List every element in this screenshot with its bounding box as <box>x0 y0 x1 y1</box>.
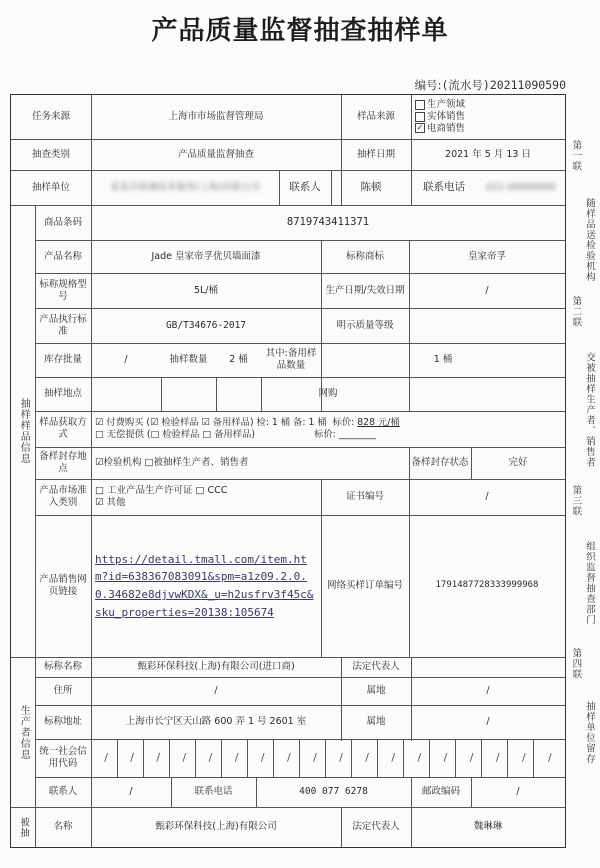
seal-label: 备样封存地点 <box>39 451 87 474</box>
quality-grade-value <box>409 308 565 343</box>
prod-date-value: / <box>485 284 489 296</box>
serial-label: 编号: <box>414 78 442 92</box>
producer-contact-value: / <box>129 786 133 798</box>
stock-label: 库存批量 <box>43 354 82 366</box>
place-label: 抽样地点 <box>43 388 82 400</box>
brand-value: 皇家帝孚 <box>467 250 506 262</box>
checkbox-icon <box>415 100 425 110</box>
sample-section-label: 抽样样品信息 <box>18 398 30 464</box>
market-line-1: □ 工业产品生产许可证 □ CCC <box>95 485 228 497</box>
seal-value: ☑检验机构 □被抽样生产者、销售者 <box>95 457 249 469</box>
sample-source-label: 样品来源 <box>356 111 395 123</box>
producer-addr-label: 住所 <box>53 685 73 697</box>
market-line-2: ☑ 其他 <box>95 497 126 508</box>
copy-2-text: 交被抽样生产者、销售者 <box>584 352 595 468</box>
product-name-label: 产品名称 <box>43 250 82 262</box>
copy-2-label: 第二联 <box>570 296 582 328</box>
producer-contact-label: 联系人 <box>48 786 78 798</box>
producer-phone-value: 400 077 6278 <box>299 786 368 798</box>
sampling-contact-value: 陈顿 <box>360 180 382 193</box>
backup-value: 1 桶 <box>433 354 453 366</box>
task-source-value: 上海市市场监督管理局 <box>168 111 264 123</box>
check-type-label: 抽查类别 <box>31 148 70 160</box>
producer-phone-label: 联系电话 <box>194 786 233 798</box>
credit-code-boxes: / / / / / / / / / / / / / / / / / / <box>104 751 552 765</box>
nominal-addr-label: 标称地址 <box>43 716 82 728</box>
copy-1-text: 随样品送检验机构 <box>584 198 595 282</box>
barcode-value: 8719743411371 <box>286 215 370 228</box>
place-value: 网购 <box>318 388 338 400</box>
producer-belong-value: / <box>486 685 490 697</box>
order-label: 网络买样订单编号 <box>326 580 403 592</box>
sample-source-ecommerce: ✓ 电商销售 <box>416 122 466 134</box>
zip-label: 邮政编码 <box>421 786 460 798</box>
producer-belong2-label: 属地 <box>366 716 386 728</box>
obtain-label: 样品获取方式 <box>39 417 87 440</box>
url-label: 产品销售网页链接 <box>39 574 87 597</box>
seal-state-value: 完好 <box>508 457 528 469</box>
cert-value: / <box>485 491 489 503</box>
sample-source-production: 生产领域 <box>415 99 465 111</box>
checkbox-icon <box>415 112 425 122</box>
qty-label: 抽样数量 <box>169 354 208 366</box>
standard-value: GB/T34676-2017 <box>165 319 247 331</box>
spec-label: 标称规格型号 <box>39 278 87 302</box>
document-title: 产品质量监督抽查抽样单 <box>151 16 449 46</box>
barcode-label: 商品条码 <box>43 216 82 228</box>
backup-label: 其中:备用样品数量 <box>265 348 317 371</box>
cert-label: 证书编号 <box>345 491 384 503</box>
stock-value: / <box>124 354 128 366</box>
sampling-phone-value: 021-00000000 <box>486 181 556 193</box>
market-label: 产品市场准入类别 <box>39 485 87 508</box>
qty-value: 2 桶 <box>229 354 248 366</box>
sampling-form <box>10 94 566 848</box>
serial-number <box>415 77 566 93</box>
sampling-unit-value: 某某市检测技术服务(上海)有限公司 <box>110 181 260 193</box>
product-name-value: Jade 皇家帝孚优贝墙面漆 <box>151 250 261 262</box>
producer-section-label: 生产者信息 <box>18 704 30 760</box>
sampling-unit-label: 抽样单位 <box>31 181 70 193</box>
seal-state-label: 备样封存状态 <box>411 457 469 469</box>
quality-grade-label: 明示质量等级 <box>336 319 394 331</box>
sampled-section-label: 被抽 <box>17 816 29 838</box>
sampling-date-value: 2021 年 5 月 13 日 <box>445 148 531 160</box>
sampled-name-value: 甄彩环保科技(上海)有限公司 <box>155 821 277 833</box>
order-value: 1791487728333999968 <box>435 580 539 591</box>
copy-3-text: 组织监督抽查部门 <box>584 540 595 625</box>
checked-checkbox-icon: ✓ <box>416 123 424 133</box>
obtain-line-1: ☑ 付费购买 (☑ 检验样品 ☑ 备用样品) 检: 1 桶 备: 1 桶 标价: 828 元/桶 <box>95 417 400 429</box>
copy-4-text: 抽样单位留存 <box>584 700 595 764</box>
market-options <box>91 479 321 515</box>
prod-date-label: 生产日期/失效日期 <box>325 284 405 296</box>
obtain-line-2: □ 无偿提供 (□ 检验样品 □ 备用样品) 标价: ________ <box>95 429 376 440</box>
copy-4-label: 第四联 <box>570 648 582 680</box>
check-type-value: 产品质量监督抽查 <box>177 148 254 160</box>
sample-source-retail: 实体销售 <box>415 111 465 123</box>
obtain-options <box>91 411 565 447</box>
sampling-phone-label: 联系电话 <box>423 180 465 193</box>
spec-value: 5L/桶 <box>193 284 219 296</box>
copy-1-label: 第一联 <box>570 140 582 172</box>
sampled-legal-label: 法定代表人 <box>352 821 400 833</box>
producer-legal-label: 法定代表人 <box>352 661 400 673</box>
brand-label: 标称商标 <box>345 250 384 262</box>
sampling-contact-label: 联系人 <box>289 180 321 193</box>
sample-source-options <box>411 95 565 139</box>
credit-code-label: 统一社会信用代码 <box>39 746 87 769</box>
product-url-link[interactable]: https://detail.tmall.com/item.htm?id=638367083091&spm=a1z09.2.0.0.34682e8djvwKDX&_u=h2usfrv3f45c&sku_properties=20138:105674 <box>95 552 314 619</box>
sampled-legal-value: 魏琳琳 <box>473 821 503 833</box>
producer-name-label: 标称名称 <box>43 661 82 673</box>
producer-name-value: 甄彩环保科技(上海)有限公司(进口商) <box>137 661 295 673</box>
task-source-label: 任务来源 <box>31 111 70 123</box>
producer-legal-value <box>411 657 565 677</box>
nominal-addr-value: 上海市长宁区天山路 600 弄 1 号 2601 室 <box>125 716 307 728</box>
producer-belong-label: 属地 <box>366 685 386 697</box>
copy-3-label: 第三联 <box>570 485 582 517</box>
serial-value: (流水号)20211090590 <box>441 78 566 92</box>
price-value: 828 元/桶 <box>357 417 400 429</box>
producer-belong2-value: / <box>486 716 490 728</box>
sampling-date-label: 抽样日期 <box>356 148 395 160</box>
sampled-name-label: 名称 <box>53 821 73 833</box>
standard-label: 产品执行标准 <box>39 313 87 337</box>
zip-value: / <box>516 786 520 798</box>
producer-addr-value: / <box>214 685 218 697</box>
